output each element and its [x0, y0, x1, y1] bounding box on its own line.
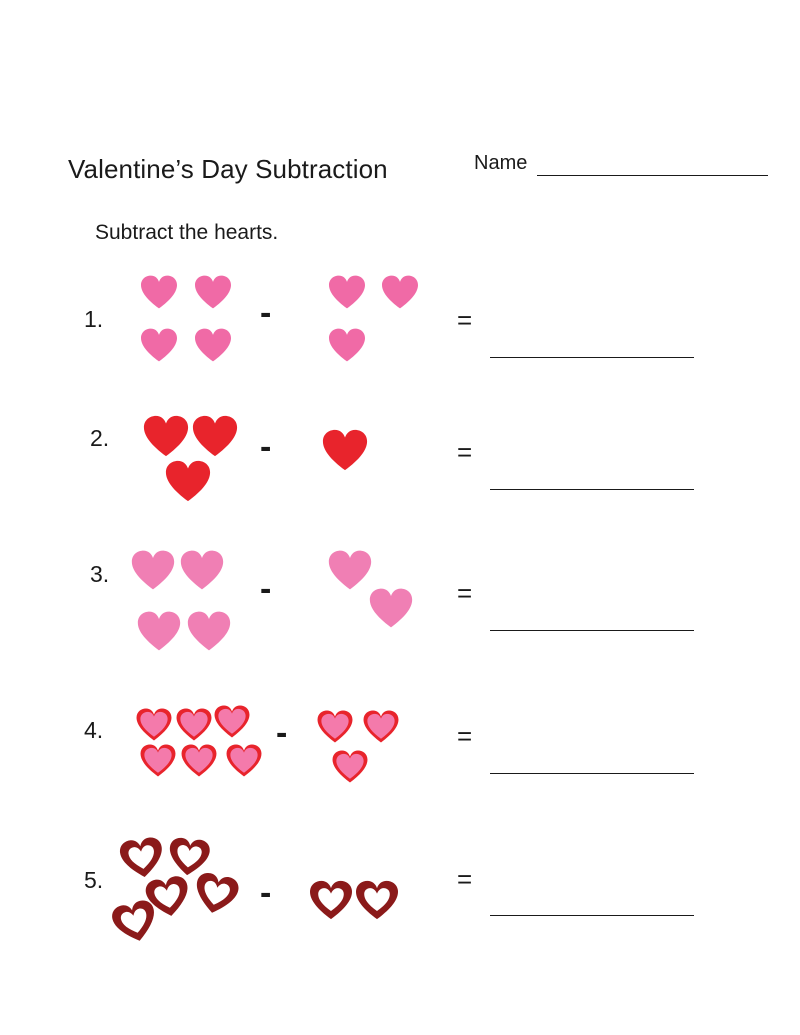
- name-label: Name: [474, 152, 528, 174]
- answer-line[interactable]: [490, 915, 694, 916]
- outlined-heart-icon: [139, 742, 177, 779]
- heart-icon: [327, 327, 367, 363]
- instructions-text: Subtract the hearts.: [95, 221, 279, 244]
- heart-icon: [139, 274, 179, 310]
- heart-icon: [164, 458, 212, 504]
- heart-icon: [321, 427, 369, 473]
- minus-sign: -: [260, 570, 272, 608]
- minus-sign: -: [260, 874, 272, 912]
- hollow-heart-icon: [112, 900, 158, 944]
- answer-line[interactable]: [490, 630, 694, 631]
- answer-line[interactable]: [490, 773, 694, 774]
- problem-number: 1.: [84, 306, 104, 332]
- heart-icon: [193, 327, 233, 363]
- hollow-heart-icon: [354, 879, 400, 921]
- outlined-heart-icon: [362, 708, 400, 745]
- heart-icon: [327, 548, 373, 592]
- outlined-heart-icon: [175, 706, 213, 743]
- hollow-heart-icon: [308, 879, 354, 921]
- outlined-heart-icon: [180, 742, 218, 779]
- problem-number: 2.: [90, 425, 110, 451]
- equals-sign: =: [457, 578, 473, 608]
- equals-sign: =: [457, 721, 473, 751]
- problem-number: 5.: [84, 867, 104, 893]
- outlined-heart-icon: [225, 742, 263, 779]
- problem-number: 3.: [90, 561, 110, 587]
- worksheet-title: Valentine’s Day Subtraction: [68, 154, 388, 184]
- problem-number: 4.: [84, 717, 104, 743]
- minus-sign: -: [276, 714, 288, 752]
- heart-icon: [380, 274, 420, 310]
- outlined-heart-icon: [135, 706, 173, 743]
- equals-sign: =: [457, 864, 473, 894]
- outlined-heart-icon: [213, 703, 251, 740]
- heart-icon: [191, 413, 239, 459]
- equals-sign: =: [457, 305, 473, 335]
- outlined-heart-icon: [331, 748, 369, 785]
- heart-icon: [179, 548, 225, 592]
- hollow-heart-icon: [167, 837, 211, 877]
- minus-sign: -: [260, 428, 272, 466]
- minus-sign: -: [260, 294, 272, 332]
- answer-line[interactable]: [490, 489, 694, 490]
- name-blank-line[interactable]: [537, 175, 768, 176]
- outlined-heart-icon: [316, 708, 354, 745]
- heart-icon: [193, 274, 233, 310]
- heart-icon: [130, 548, 176, 592]
- equals-sign: =: [457, 437, 473, 467]
- answer-line[interactable]: [490, 357, 694, 358]
- heart-icon: [327, 274, 367, 310]
- heart-icon: [139, 327, 179, 363]
- hollow-heart-icon: [193, 873, 239, 915]
- heart-icon: [368, 586, 414, 630]
- heart-icon: [136, 609, 182, 653]
- heart-icon: [186, 609, 232, 653]
- heart-icon: [142, 413, 190, 459]
- hollow-heart-icon: [119, 837, 165, 879]
